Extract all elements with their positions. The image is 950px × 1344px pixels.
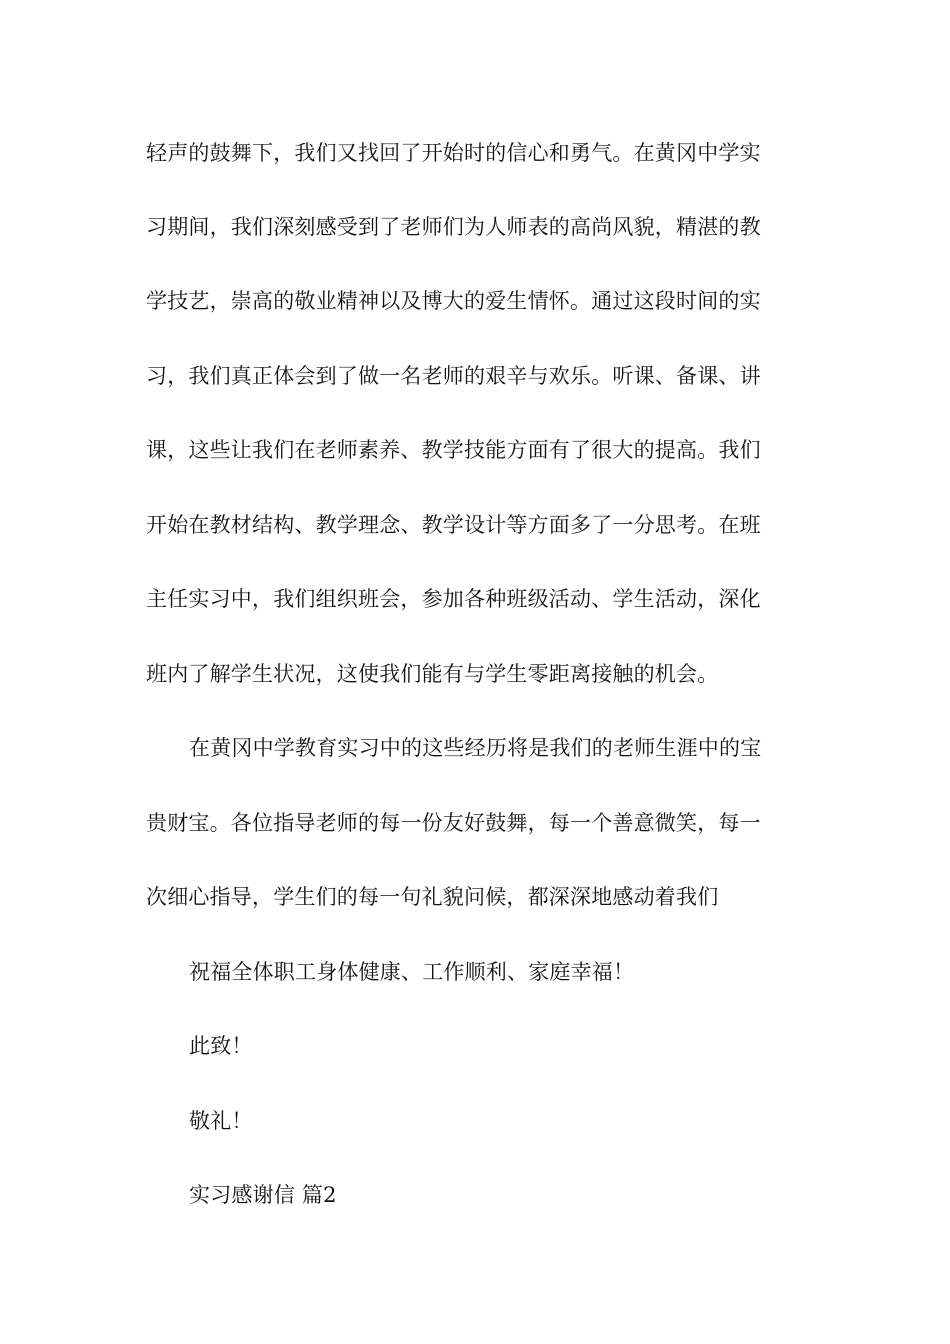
paragraph-line: 习，我们真正体会到了做一名老师的艰辛与欢乐。听课、备课、讲	[146, 364, 761, 388]
paragraph-line: 课，这些让我们在老师素养、教学技能方面有了很大的提高。我们	[146, 438, 761, 462]
paragraph-line: 开始在教材结构、教学理念、教学设计等方面多了一分思考。在班	[146, 513, 761, 537]
paragraph-line: 学技艺，崇高的敬业精神以及博大的爱生情怀。通过这段时间的实	[146, 289, 761, 313]
paragraph-line: 主任实习中，我们组织班会，参加各种班级活动、学生活动，深化	[146, 587, 761, 611]
paragraph-line: 贵财宝。各位指导老师的每一份友好鼓舞，每一个善意微笑，每一	[146, 811, 761, 835]
salutation-line: 敬礼！	[189, 1109, 253, 1133]
paragraph-line: 习期间，我们深刻感受到了老师们为人师表的高尚风貌，精湛的教	[146, 215, 761, 239]
section-heading: 实习感谢信 篇2	[189, 1183, 337, 1207]
closing-line: 此致！	[189, 1034, 253, 1058]
paragraph-line: 次细心指导，学生们的每一句礼貌问候，都深深地感动着我们	[146, 885, 719, 909]
paragraph-line: 班内了解学生状况，这使我们能有与学生零距离接触的机会。	[146, 662, 719, 686]
paragraph-line: 在黄冈中学教育实习中的这些经历将是我们的老师生涯中的宝	[189, 736, 762, 760]
blessing-line: 祝福全体职工身体健康、工作顺利、家庭幸福！	[189, 960, 635, 984]
paragraph-line: 轻声的鼓舞下，我们又找回了开始时的信心和勇气。在黄冈中学实	[146, 141, 761, 165]
